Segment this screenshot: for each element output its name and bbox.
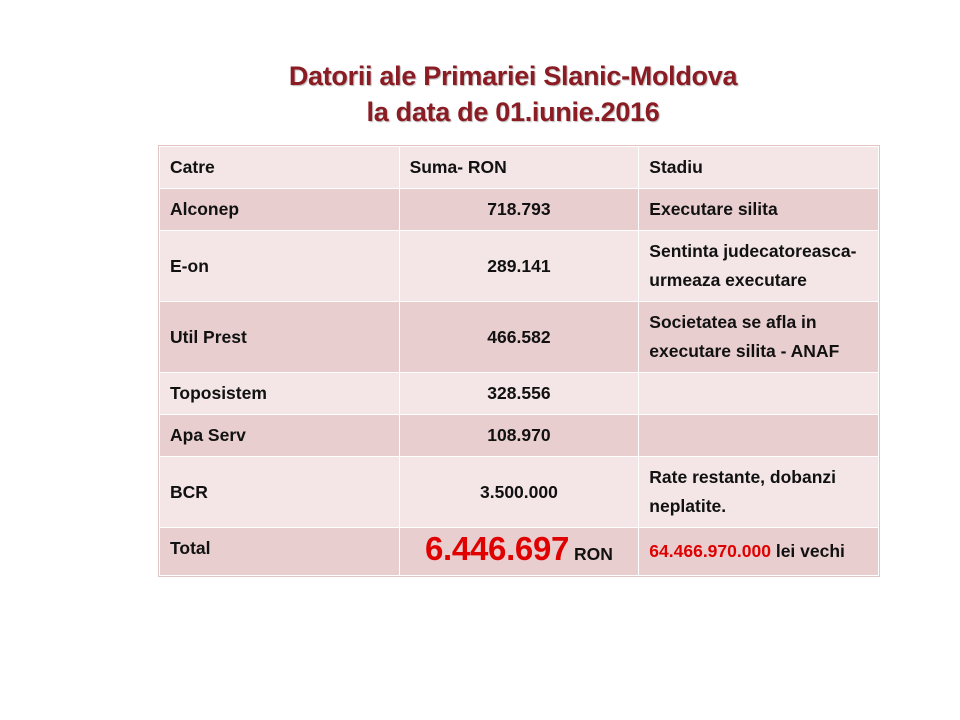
table-row xyxy=(160,302,879,373)
header-catre: Catre xyxy=(160,147,400,189)
cell-suma: 3.500.000 xyxy=(399,457,639,528)
total-amount: 6.446.697 xyxy=(424,530,570,567)
total-old-unit: lei vechi xyxy=(775,541,845,561)
table-row xyxy=(160,457,879,528)
cell-suma: 289.141 xyxy=(399,231,639,302)
header-suma: Suma- RON xyxy=(399,147,639,189)
cell-catre: Alconep xyxy=(160,189,400,231)
table-row xyxy=(160,189,879,231)
cell-suma: 328.556 xyxy=(399,373,639,415)
total-old-amount: 64.466.970.000 xyxy=(649,541,771,561)
cell-catre: E-on xyxy=(160,231,400,302)
cell-stadiu: Executare silita xyxy=(639,189,879,231)
page-title xyxy=(0,58,960,130)
table-row xyxy=(160,231,879,302)
cell-catre: Util Prest xyxy=(160,302,400,373)
cell-suma: 466.582 xyxy=(399,302,639,373)
cell-stadiu: Rate restante, dobanzi neplatite. xyxy=(639,457,879,528)
cell-catre: Apa Serv xyxy=(160,415,400,457)
cell-suma: 718.793 xyxy=(399,189,639,231)
table-row xyxy=(160,373,879,415)
cell-stadiu xyxy=(639,373,879,415)
cell-stadiu: Sentinta judecatoreasca- urmeaza executare xyxy=(639,231,879,302)
table-row xyxy=(160,415,879,457)
title-line-2: la data de 01.iunie.2016 xyxy=(366,97,660,127)
cell-suma: 108.970 xyxy=(399,415,639,457)
table-total-row xyxy=(160,528,879,576)
total-amount-cell xyxy=(399,528,639,576)
cell-catre: Toposistem xyxy=(160,373,400,415)
title-line-1: Datorii ale Primariei Slanic-Moldova xyxy=(288,61,738,91)
total-unit: RON xyxy=(573,544,613,564)
header-stadiu: Stadiu xyxy=(639,147,879,189)
total-old-cell xyxy=(639,528,879,576)
cell-stadiu: Societatea se afla in executare silita - ANAF xyxy=(639,302,879,373)
cell-catre: BCR xyxy=(160,457,400,528)
table-header-row xyxy=(160,147,879,189)
total-label: Total xyxy=(160,528,400,576)
debts-table xyxy=(159,146,879,576)
cell-stadiu xyxy=(639,415,879,457)
